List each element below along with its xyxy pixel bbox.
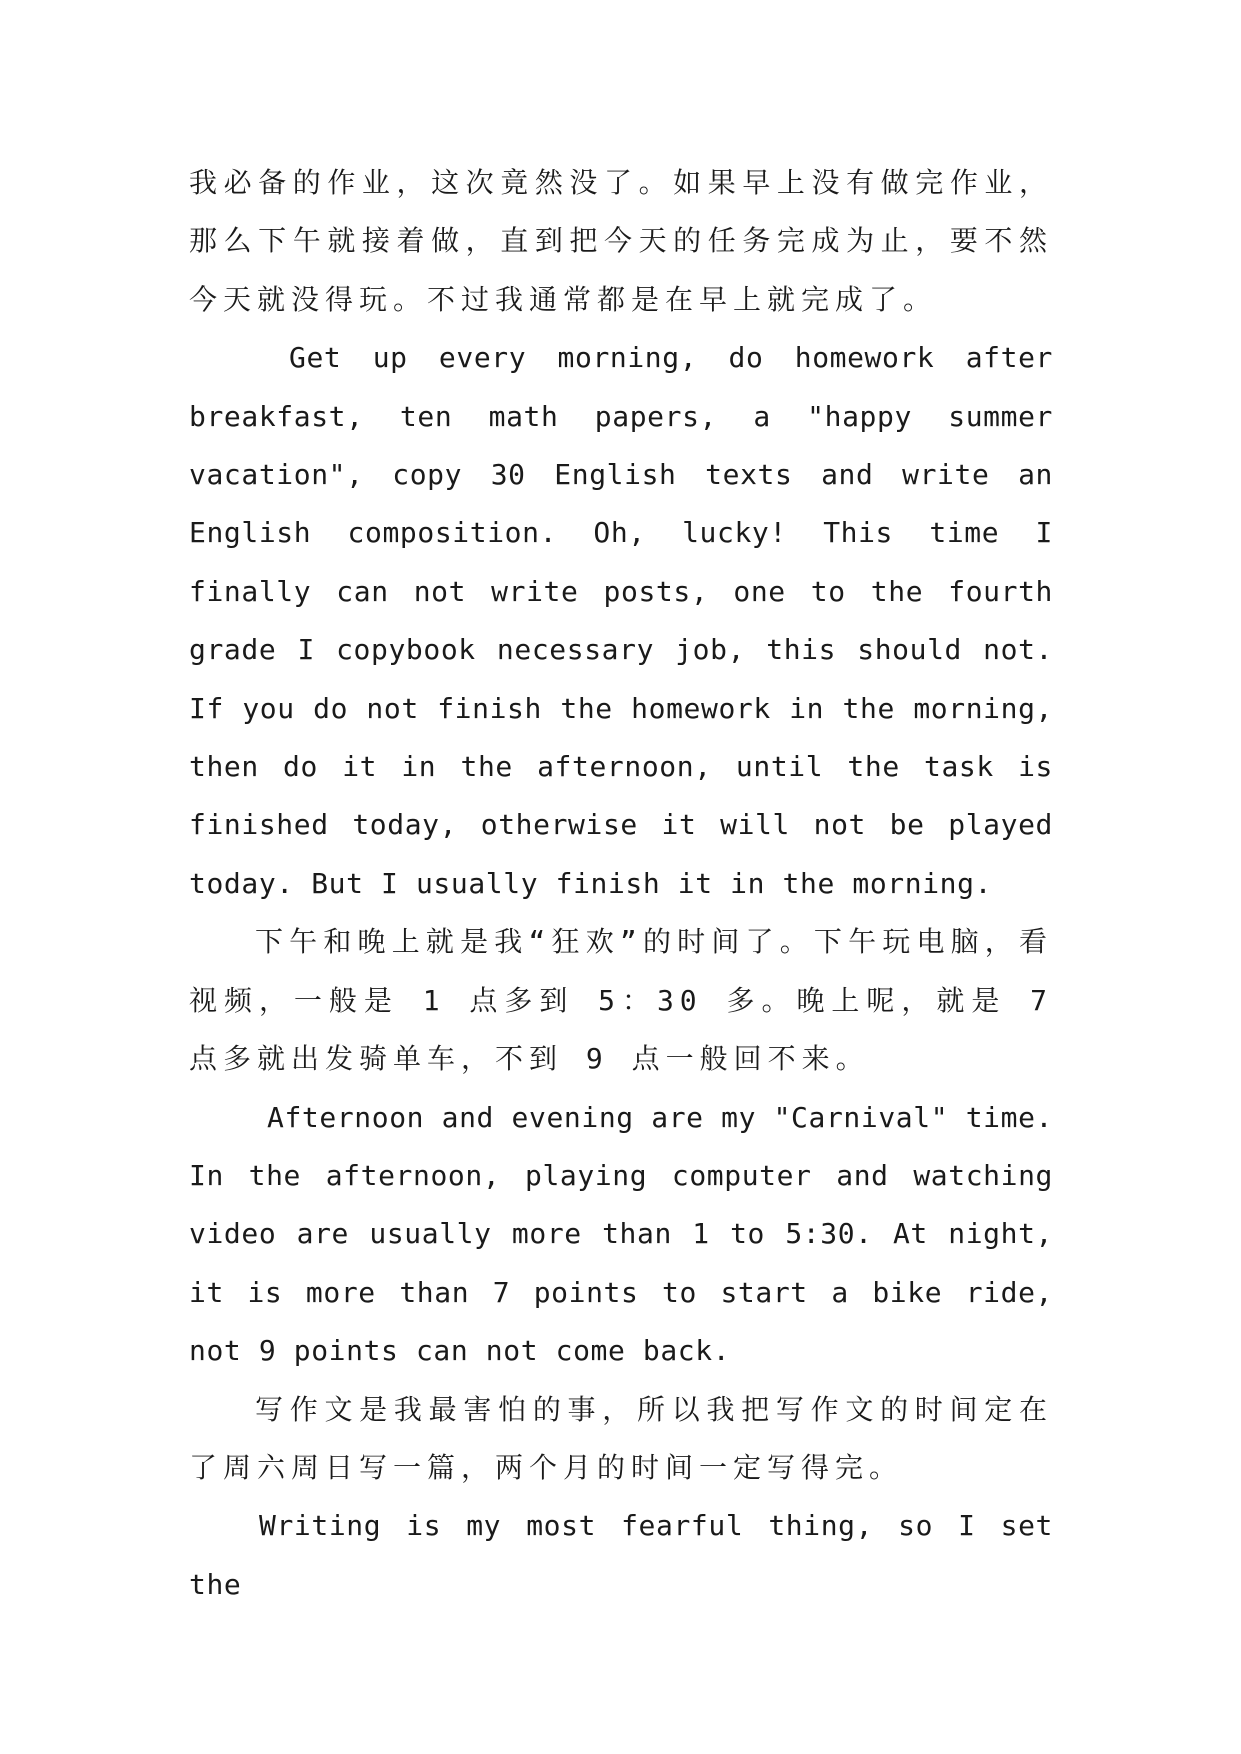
paragraph-english-carnival: Afternoon and evening are my "Carnival" time. In the afternoon, playing computer and watching video are usually more than 1 to 5:30. At night, it is more than 7 points to start a bike ride, not 9 points can not come back. [189, 1100, 1053, 1368]
paragraph-chinese-writing: 写作文是我最害怕的事，所以我把写作文的时间定在了周六周日写一篇，两个月的时间一定写得完。 [189, 1392, 1053, 1484]
paragraph-english-writing: Writing is my most fearful thing, so I set the [189, 1509, 1053, 1601]
paragraph-chinese-homework: 我必备的作业，这次竟然没了。如果早上没有做完作业，那么下午就接着做，直到把今天的任务完成为止，要不然今天就没得玩。不过我通常都是在早上就完成了。 [189, 166, 1053, 316]
document-page [189, 154, 1053, 1614]
paragraph-chinese-carnival: 下午和晚上就是我“狂欢”的时间了。下午玩电脑，看视频，一般是 1 点多到 5：30 多。晚上呢，就是 7 点多就出发骑单车，不到 9 点一般回不来。 [189, 925, 1053, 1076]
paragraph-english-homework: Get up every morning, do homework after breakfast, ten math papers, a "happy summer vacation", copy 30 English texts and write an English composition. Oh, lucky! This time I finally can not write posts, one to the fourth grade I copybook necessary job, this should not. If you do not finish the homework in the morning, then do it in the afternoon, until the task is finished today, otherwise it will not be played today. But I usually finish it in the morning. [189, 341, 1053, 900]
